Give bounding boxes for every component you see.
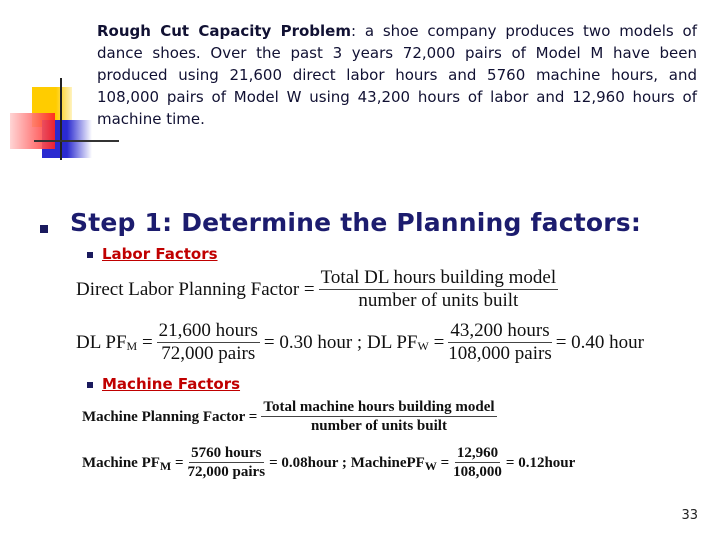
- formula-lhs: Machine Planning Factor =: [82, 408, 258, 425]
- machine-factors-link[interactable]: Machine Factors: [102, 375, 241, 393]
- problem-statement: [97, 20, 697, 130]
- subscript: M: [159, 458, 172, 473]
- formula-numerator: 5760 hours: [191, 445, 262, 461]
- formula-denominator: number of units built: [310, 418, 447, 434]
- page-number: 33: [681, 508, 698, 523]
- formula-numerator: 43,200 hours: [450, 320, 550, 341]
- subscript: M: [126, 338, 138, 353]
- formula-lhs: Direct Labor Planning Factor =: [76, 278, 315, 300]
- formula-result: = 0.30 hour ;: [263, 331, 363, 353]
- formula-result: = 0.08hour ;: [269, 454, 347, 471]
- machine-pf-formula: [82, 444, 575, 481]
- labor-pf-formula: [76, 320, 644, 365]
- subscript: W: [417, 338, 429, 353]
- formula-lhs: Machine PF: [82, 454, 160, 471]
- formula-denominator: number of units built: [358, 290, 519, 311]
- bullet-icon: [40, 225, 48, 233]
- equals: =: [440, 454, 450, 471]
- formula-numerator: Total machine hours building model: [263, 399, 495, 415]
- formula-denominator: 108,000: [453, 464, 502, 480]
- equals: =: [433, 331, 445, 353]
- formula-denominator: 72,000 pairs: [187, 464, 266, 480]
- problem-text: : a shoe company produces two models of dance shoes. Over the past 3 years 72,000 pairs of Model M have been produced using 21,600 direct labor hours and 5760 machine hours, and 108,000 pairs of Model W using 43,200 hours of labor and 12,960 hours of machine time.: [97, 22, 697, 128]
- labor-definition-formula: [76, 267, 562, 312]
- sub-bullet-icon: [87, 382, 93, 388]
- formula-denominator: 72,000 pairs: [161, 343, 256, 364]
- sub-bullet-icon: [87, 252, 93, 258]
- formula-denominator: 108,000 pairs: [448, 343, 552, 364]
- step-heading: Step 1: Determine the Planning factors:: [70, 208, 642, 237]
- machine-definition-formula: [82, 398, 501, 435]
- equals: =: [141, 331, 153, 353]
- formula-result: = 0.12hour: [505, 454, 576, 471]
- labor-factors-link[interactable]: Labor Factors: [102, 245, 218, 263]
- formula-numerator: 21,600 hours: [158, 320, 258, 341]
- formula-lhs: MachinePF: [350, 454, 425, 471]
- formula-numerator: Total DL hours building model: [320, 267, 557, 288]
- formula-lhs: DL PF: [76, 331, 127, 353]
- subscript: W: [424, 458, 437, 473]
- formula-numerator: 12,960: [456, 445, 499, 461]
- equals: =: [174, 454, 184, 471]
- formula-lhs: DL PF: [366, 331, 418, 353]
- problem-title: Rough Cut Capacity Problem: [97, 22, 351, 40]
- formula-result: = 0.40 hour: [555, 331, 645, 353]
